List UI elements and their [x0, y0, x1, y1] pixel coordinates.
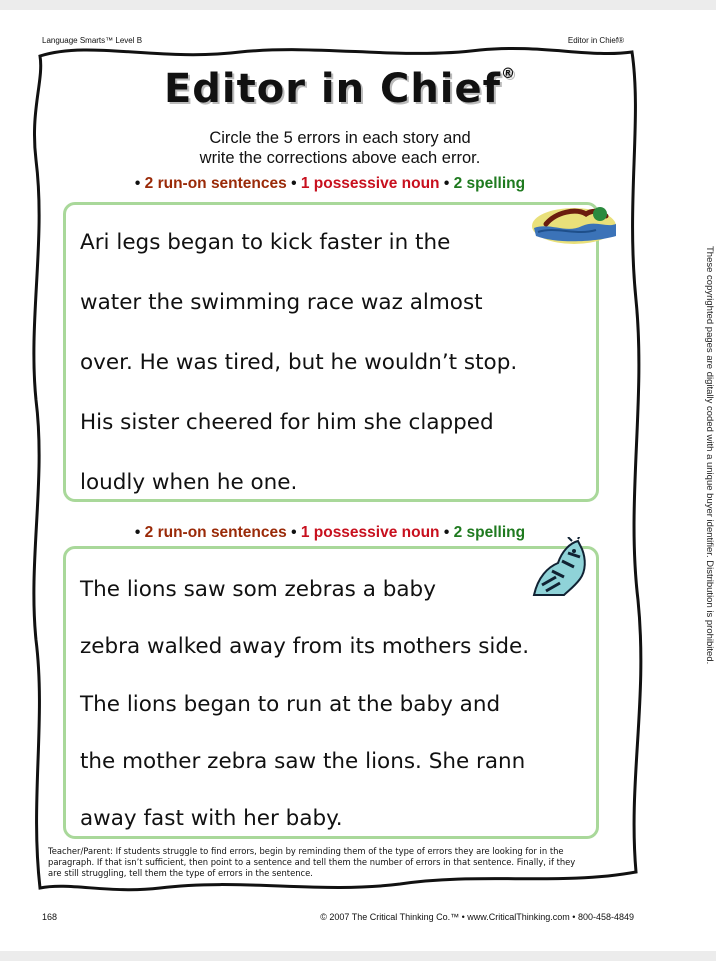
story1-line-2: water the swimming race waz almost	[80, 290, 483, 315]
story1-line-4: His sister cheered for him she clapped	[80, 410, 494, 435]
story2-line-2: zebra walked away from its mothers side.	[80, 634, 530, 659]
copyright-footer: © 2007 The Critical Thinking Co.™ • www.CriticalThinking.com • 800-458-4849	[320, 912, 634, 922]
category-run-on: 2 run-on sentences	[144, 175, 287, 192]
story2-line-1: The lions saw som zebras a baby	[80, 577, 436, 602]
bullet: •	[291, 175, 297, 192]
registered-mark: ®	[501, 66, 517, 82]
bullet: •	[134, 175, 141, 192]
zebra-icon	[528, 537, 590, 599]
page-number: 168	[42, 912, 58, 922]
error-categories-2	[80, 524, 580, 542]
category-possessive: 1 possessive noun	[300, 524, 440, 541]
category-spelling: 2 spelling	[453, 175, 526, 192]
teacher-note: Teacher/Parent: If students struggle to find errors, begin by reminding them of the type of errors they are looking for in the paragraph. If that isn’t sufficient, then point to a sentence and tell them the number of errors in that sentence. Finally, if they are still struggling, tell them the type of errors in the sentence.	[48, 846, 576, 878]
error-categories-1	[80, 175, 580, 193]
category-possessive: 1 possessive noun	[300, 175, 440, 192]
page-title-text: Editor in Chief	[163, 66, 502, 112]
story2-line-4: the mother zebra saw the lions. She rann	[80, 749, 526, 774]
bullet: •	[291, 524, 297, 541]
bottom-margin-strip	[0, 951, 716, 961]
header-activity-label: Editor in Chief®	[567, 36, 624, 45]
bullet: •	[134, 524, 141, 541]
story1-line-3: over. He was tired, but he wouldn’t stop.	[80, 350, 518, 375]
story1-line-5: loudly when he one.	[80, 470, 298, 495]
bullet: •	[443, 524, 450, 541]
story2-line-3: The lions began to run at the baby and	[80, 692, 501, 717]
category-run-on: 2 run-on sentences	[144, 524, 287, 541]
instructions	[140, 128, 540, 168]
story1-line-1: Ari legs began to kick faster in the	[80, 230, 451, 255]
category-spelling: 2 spelling	[453, 524, 526, 541]
page-title	[150, 66, 530, 112]
instructions-line-1: Circle the 5 errors in each story and	[209, 129, 471, 147]
side-copyright-note: These copyrighted pages are digitally coded with a unique buyer identifier. Distribution is prohibited.	[704, 246, 715, 665]
story2-line-5: away fast with her baby.	[80, 806, 343, 831]
swimmer-icon	[526, 192, 618, 248]
instructions-line-2: write the corrections above each error.	[199, 149, 481, 167]
bullet: •	[443, 175, 450, 192]
header-level-label: Language Smarts™ Level B	[42, 36, 143, 45]
